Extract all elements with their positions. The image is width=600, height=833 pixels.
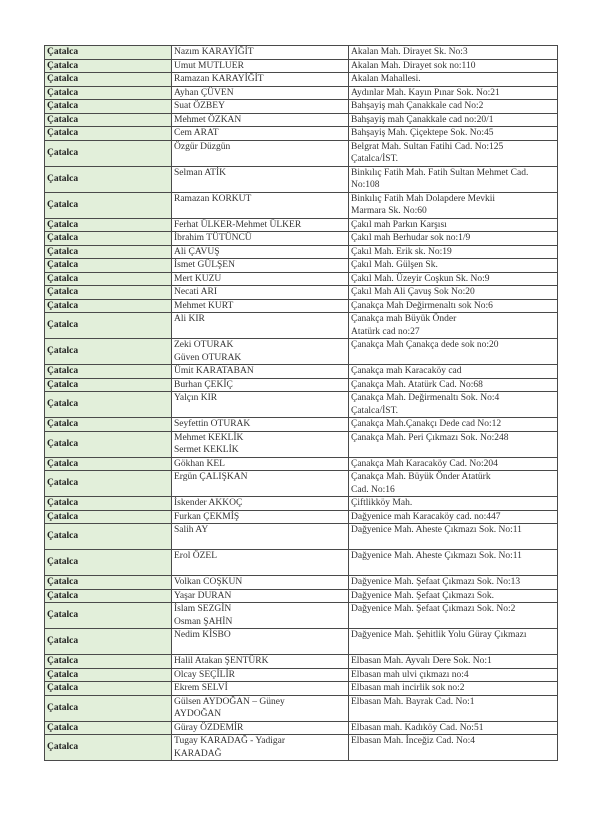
name-line: Osman ŞAHİN: [174, 616, 233, 627]
address-line: Çakıl Mah. Gülşen Sk.: [351, 260, 438, 270]
district-cell: Çatalca: [45, 339, 172, 365]
address-cell: [349, 365, 558, 379]
name-cell: [172, 245, 349, 259]
district-cell: Çatalca: [45, 140, 172, 166]
district-cell: Çatalca: [45, 59, 172, 73]
district-cell: Çatalca: [45, 378, 172, 392]
table-row: [45, 721, 558, 735]
address-line: Elbasan mah incirlik sok no:2: [351, 683, 465, 693]
table-row: [45, 431, 558, 457]
name-cell: [172, 431, 349, 457]
address-cell: [349, 100, 558, 114]
name-line: Ekrem SELVİ: [174, 683, 228, 693]
address-cell: [349, 576, 558, 590]
address-cell: [349, 589, 558, 603]
address-line: Çatalca/İST.: [351, 405, 399, 416]
table-row: [45, 46, 558, 60]
district-cell: Çatalca: [45, 259, 172, 273]
name-cell: [172, 365, 349, 379]
name-cell: [172, 113, 349, 127]
address-cell: [349, 232, 558, 246]
address-cell: [349, 299, 558, 313]
address-cell: [349, 313, 558, 339]
name-cell: [172, 471, 349, 497]
address-line: Dağyenice Mah. Şefaat Çıkmazı Sok.: [351, 590, 494, 601]
address-cell: [349, 418, 558, 432]
name-cell: [172, 272, 349, 286]
address-line: Atatürk cad no:27: [351, 326, 420, 337]
name-cell: [172, 524, 349, 550]
name-cell: [172, 100, 349, 114]
name-cell: [172, 46, 349, 60]
district-cell: Çatalca: [45, 576, 172, 590]
name-line: Umut MUTLUER: [174, 60, 244, 71]
table-row: [45, 100, 558, 114]
address-cell: [349, 510, 558, 524]
address-line: Çakıl Mah. Erik sk. No:19: [351, 246, 452, 257]
address-line: Çanakça Mah.Çanakçı Dede cad No:12: [351, 419, 502, 429]
district-cell: Çatalca: [45, 392, 172, 418]
address-line: Aydınlar Mah. Kayın Pınar Sok. No:21: [351, 87, 500, 98]
name-line: Burhan ÇEKİÇ: [174, 379, 233, 390]
table-row: [45, 735, 558, 761]
name-line: Zeki OTURAK: [174, 340, 234, 350]
name-line: Yalçın KIR: [174, 393, 218, 403]
address-cell: [349, 550, 558, 576]
address-line: Elbasan Mah. Bayrak Cad. No:1: [351, 696, 475, 707]
name-cell: [172, 735, 349, 761]
name-line: Olcay SEÇİLİR: [174, 669, 235, 680]
name-line: Seyfettin OTURAK: [174, 419, 251, 429]
name-cell: [172, 259, 349, 273]
district-cell: Çatalca: [45, 365, 172, 379]
district-cell: Çatalca: [45, 272, 172, 286]
address-cell: [349, 166, 558, 192]
name-cell: [172, 166, 349, 192]
district-cell: Çatalca: [45, 313, 172, 339]
table-row: [45, 299, 558, 313]
address-line: Bahşayiş mah Çanakkale cad no:20/1: [351, 114, 494, 125]
address-cell: [349, 431, 558, 457]
address-line: Bahşayiş mah Çanakkale cad No:2: [351, 101, 484, 111]
address-cell: [349, 140, 558, 166]
name-line: Selman ATİK: [174, 167, 226, 178]
address-cell: [349, 603, 558, 629]
table-row: [45, 259, 558, 273]
name-line: Güven OTURAK: [174, 352, 242, 363]
name-cell: [172, 655, 349, 669]
address-line: Çanakça Mah. Peri Çıkmazı Sok. No:248: [351, 432, 509, 443]
address-table: [44, 45, 558, 761]
name-cell: [172, 668, 349, 682]
name-line: İsmet GÜLŞEN: [174, 260, 235, 270]
address-line: Akalan Mah. Dirayet Sk. No:3: [351, 47, 468, 57]
table-row: [45, 471, 558, 497]
address-cell: [349, 86, 558, 100]
address-line: Dağyenice Mah. Şehitlik Yolu Güray Çıkmazı: [351, 630, 527, 640]
district-cell: Çatalca: [45, 245, 172, 259]
name-line: İskender AKKOÇ: [174, 498, 243, 508]
name-cell: [172, 232, 349, 246]
name-cell: [172, 378, 349, 392]
table-row: [45, 73, 558, 87]
address-line: Çanakça mah Karacaköy cad: [351, 366, 462, 376]
district-cell: Çatalca: [45, 218, 172, 232]
address-cell: [349, 695, 558, 721]
address-line: Çanakça Mah Karacaköy Cad. No:204: [351, 458, 498, 469]
name-cell: [172, 589, 349, 603]
name-cell: [172, 392, 349, 418]
address-cell: [349, 629, 558, 655]
district-cell: Çatalca: [45, 655, 172, 669]
address-cell: [349, 457, 558, 471]
table-row: [45, 655, 558, 669]
address-line: Marmara Sk. No:60: [351, 206, 427, 216]
name-line: Erol ÖZEL: [174, 551, 218, 561]
name-line: Suat ÖZBEY: [174, 101, 225, 111]
address-line: Binkılıç Fatih Mah Dolapdere Mevkii: [351, 193, 496, 204]
table-row: [45, 457, 558, 471]
name-line: Gökhan KEL: [174, 458, 225, 469]
district-cell: Çatalca: [45, 100, 172, 114]
district-cell: Çatalca: [45, 286, 172, 300]
name-cell: [172, 576, 349, 590]
name-line: İbrahim TÜTÜNCÜ: [174, 233, 252, 243]
table-row: [45, 86, 558, 100]
address-line: Çakıl Mah. Üzeyir Coşkun Sk. No:9: [351, 273, 490, 284]
district-cell: Çatalca: [45, 721, 172, 735]
name-cell: [172, 603, 349, 629]
name-line: Salih AY: [174, 525, 209, 535]
name-line: Ali ÇAVUŞ: [174, 246, 220, 257]
district-cell: Çatalca: [45, 127, 172, 141]
name-line: Mert KUZU: [174, 273, 222, 284]
name-line: Ferhat ÜLKER-Mehmet ÜLKER: [174, 219, 302, 230]
name-cell: [172, 59, 349, 73]
name-cell: [172, 313, 349, 339]
address-line: Dağyenice mah Karacaköy cad. no:447: [351, 511, 501, 522]
address-line: Çanakça mah Büyük Önder: [351, 314, 457, 324]
table-row: [45, 603, 558, 629]
table-row: [45, 286, 558, 300]
address-line: Elbasan Mah. İnceğiz Cad. No:4: [351, 736, 475, 746]
district-cell: Çatalca: [45, 695, 172, 721]
table-row: [45, 140, 558, 166]
table-row: [45, 589, 558, 603]
table-row: [45, 113, 558, 127]
address-cell: [349, 245, 558, 259]
table-row: [45, 365, 558, 379]
address-line: Çatalca/İST.: [351, 154, 399, 164]
district-cell: Çatalca: [45, 735, 172, 761]
table-row: [45, 695, 558, 721]
address-cell: [349, 378, 558, 392]
district-cell: Çatalca: [45, 589, 172, 603]
table-row: [45, 192, 558, 218]
name-line: Volkan COŞKUN: [174, 577, 243, 587]
name-line: Necati ARI: [174, 287, 218, 297]
address-line: Akalan Mah. Dirayet sok no:110: [351, 60, 476, 71]
address-line: Çanakça Mah. Değirmenaltı Sok. No:4: [351, 393, 500, 403]
name-cell: [172, 192, 349, 218]
table-row: [45, 378, 558, 392]
address-cell: [349, 259, 558, 273]
name-cell: [172, 510, 349, 524]
table-row: [45, 668, 558, 682]
address-line: No:108: [351, 180, 380, 190]
address-line: Çanakça Mah. Büyük Önder Atatürk: [351, 472, 491, 482]
table-row: [45, 245, 558, 259]
name-line: Furkan ÇEKMİŞ: [174, 511, 240, 522]
district-cell: Çatalca: [45, 418, 172, 432]
district-cell: Çatalca: [45, 603, 172, 629]
name-line: Nazım KARAYİĞİT: [174, 47, 254, 57]
address-line: Dağyenice Mah. Şefaat Çıkmazı Sok. No:13: [351, 577, 521, 587]
name-line: Sermet KEKLİK: [174, 445, 239, 455]
table-row: [45, 682, 558, 696]
address-line: Cad. No:16: [351, 484, 395, 495]
name-line: Nedim KİSBO: [174, 630, 231, 640]
address-table-body: [45, 46, 558, 761]
district-cell: Çatalca: [45, 46, 172, 60]
district-cell: Çatalca: [45, 510, 172, 524]
address-cell: [349, 497, 558, 511]
district-cell: Çatalca: [45, 629, 172, 655]
address-cell: [349, 59, 558, 73]
table-row: [45, 524, 558, 550]
name-cell: [172, 457, 349, 471]
address-line: Çakıl Mah Ali Çavuş Sok No:20: [351, 287, 475, 297]
address-cell: [349, 272, 558, 286]
address-line: Çanakça Mah Çanakça dede sok no:20: [351, 340, 499, 350]
name-line: İslam SEZGİN: [174, 604, 232, 614]
district-cell: Çatalca: [45, 431, 172, 457]
name-line: Cem ARAT: [174, 128, 219, 138]
name-line: Ergün ÇALIŞKAN: [174, 472, 248, 482]
name-line: Ramazan KORKUT: [174, 193, 252, 204]
district-cell: Çatalca: [45, 457, 172, 471]
district-cell: Çatalca: [45, 113, 172, 127]
table-row: [45, 232, 558, 246]
district-cell: Çatalca: [45, 497, 172, 511]
name-cell: [172, 86, 349, 100]
table-row: [45, 127, 558, 141]
address-cell: [349, 127, 558, 141]
district-cell: Çatalca: [45, 192, 172, 218]
name-cell: [172, 73, 349, 87]
table-row: [45, 59, 558, 73]
table-row: [45, 550, 558, 576]
name-line: Güray ÖZDEMİR: [174, 722, 244, 733]
name-line: Tugay KARADAĞ - Yadigar: [174, 736, 286, 746]
table-row: [45, 166, 558, 192]
district-cell: Çatalca: [45, 682, 172, 696]
name-line: AYDOĞAN: [174, 709, 222, 719]
address-line: Bahşayiş Mah. Çiçektepe Sok. No:45: [351, 128, 494, 138]
address-line: Çakıl mah Parkın Karşısı: [351, 219, 447, 230]
table-row: [45, 497, 558, 511]
address-line: Akalan Mahallesi.: [351, 74, 421, 84]
address-line: Elbasan mah ulvi çıkmazı no:4: [351, 669, 469, 680]
address-line: Çanakça Mah. Atatürk Cad. No:68: [351, 379, 483, 390]
address-line: Dağyenice Mah. Aheste Çıkmazı Sok. No:11: [351, 551, 522, 561]
name-cell: [172, 629, 349, 655]
name-line: Yaşar DURAN: [174, 590, 232, 601]
name-line: Gülsen AYDOĞAN – Güney: [174, 696, 285, 707]
address-cell: [349, 471, 558, 497]
name-line: Ümit KARATABAN: [174, 366, 254, 376]
address-cell: [349, 392, 558, 418]
district-cell: Çatalca: [45, 299, 172, 313]
address-cell: [349, 524, 558, 550]
name-line: KARADAĞ: [174, 748, 222, 759]
address-cell: [349, 192, 558, 218]
name-cell: [172, 339, 349, 365]
address-cell: [349, 113, 558, 127]
table-row: [45, 576, 558, 590]
address-cell: [349, 668, 558, 682]
name-cell: [172, 218, 349, 232]
name-line: Mehmet KEKLİK: [174, 432, 244, 443]
district-cell: Çatalca: [45, 471, 172, 497]
address-line: Dağyenice Mah. Aheste Çıkmazı Sok. No:11: [351, 525, 522, 535]
table-row: [45, 629, 558, 655]
address-cell: [349, 46, 558, 60]
name-line: Ayhan ÇÜVEN: [174, 87, 234, 98]
address-line: Dağyenice Mah. Şefaat Çıkmazı Sok. No:2: [351, 604, 516, 614]
address-cell: [349, 286, 558, 300]
district-cell: Çatalca: [45, 668, 172, 682]
address-cell: [349, 218, 558, 232]
table-row: [45, 510, 558, 524]
name-cell: [172, 140, 349, 166]
name-cell: [172, 695, 349, 721]
address-cell: [349, 73, 558, 87]
name-line: Ali KIR: [174, 314, 205, 324]
district-cell: Çatalca: [45, 166, 172, 192]
address-cell: [349, 721, 558, 735]
name-cell: [172, 286, 349, 300]
name-line: Ramazan KARAYİĞİT: [174, 74, 264, 84]
address-cell: [349, 339, 558, 365]
name-cell: [172, 497, 349, 511]
address-line: Çakıl mah Berhudar sok no:1/9: [351, 233, 471, 243]
address-line: Belgrat Mah. Sultan Fatihi Cad. No:125: [351, 141, 504, 152]
district-cell: Çatalca: [45, 550, 172, 576]
district-cell: Çatalca: [45, 86, 172, 100]
table-row: [45, 339, 558, 365]
district-cell: Çatalca: [45, 524, 172, 550]
address-line: Çiftlikköy Mah.: [351, 498, 413, 508]
name-cell: [172, 682, 349, 696]
table-row: [45, 392, 558, 418]
name-cell: [172, 550, 349, 576]
table-row: [45, 272, 558, 286]
address-cell: [349, 682, 558, 696]
name-cell: [172, 721, 349, 735]
name-line: Mehmet ÖZKAN: [174, 114, 242, 125]
table-row: [45, 218, 558, 232]
name-line: Özgür Düzgün: [174, 141, 231, 152]
name-line: Mehmet KURT: [174, 300, 234, 311]
district-cell: Çatalca: [45, 232, 172, 246]
address-line: Elbasan mah. Kadıköy Cad. No:51: [351, 722, 484, 733]
table-row: [45, 313, 558, 339]
name-cell: [172, 299, 349, 313]
address-line: Binkılıç Fatih Mah. Fatih Sultan Mehmet Cad.: [351, 167, 529, 178]
address-line: Çanakça Mah Değirmenaltı sok No:6: [351, 300, 493, 311]
district-cell: Çatalca: [45, 73, 172, 87]
address-line: Elbasan Mah. Ayvalı Dere Sok. No:1: [351, 656, 492, 666]
name-cell: [172, 127, 349, 141]
name-cell: [172, 418, 349, 432]
table-row: [45, 418, 558, 432]
name-line: Halil Atakan ŞENTÜRK: [174, 656, 269, 666]
address-cell: [349, 735, 558, 761]
address-cell: [349, 655, 558, 669]
